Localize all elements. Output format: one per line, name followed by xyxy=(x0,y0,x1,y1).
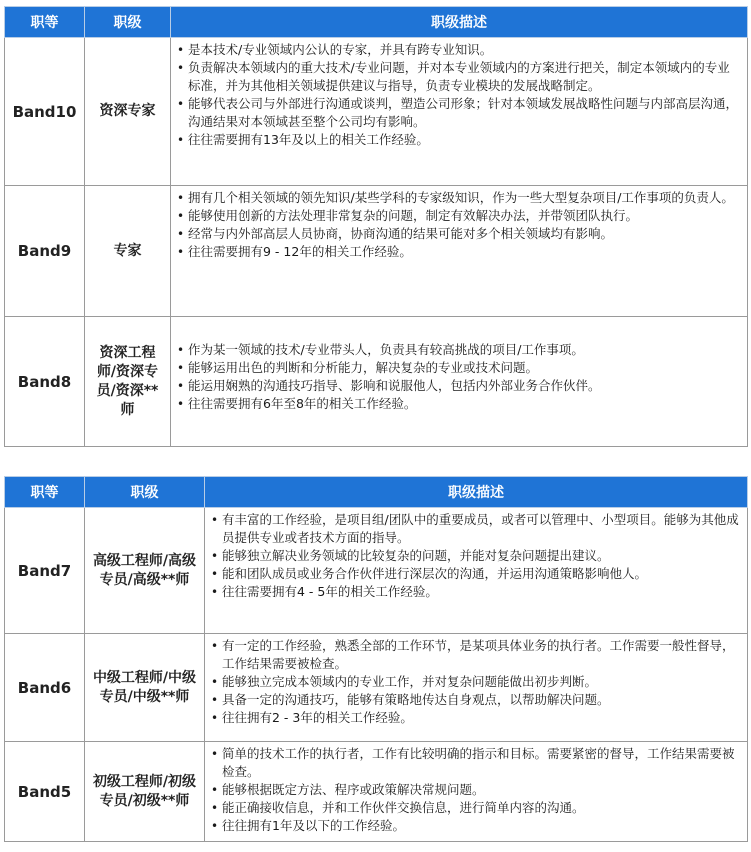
level-title: 专家 xyxy=(85,186,171,317)
header-level: 职级 xyxy=(85,477,205,508)
band-label: Band5 xyxy=(5,742,85,842)
header-description: 职级描述 xyxy=(205,477,748,508)
level-description xyxy=(171,186,748,317)
level-title: 高级工程师/高级专员/高级**师 xyxy=(85,508,205,634)
description-item: • 往往需要拥有9 - 12年的相关工作经验。 xyxy=(177,243,739,261)
description-item: • 能够运用出色的判断和分析能力，解决复杂的专业或技术问题。 xyxy=(177,359,739,377)
description-item: • 作为某一领域的技术/专业带头人，负责具有较高挑战的项目/工作事项。 xyxy=(177,341,739,359)
description-item: • 拥有几个相关领域的领先知识/某些学科的专家级知识，作为一些大型复杂项目/工作事项的负责人。 xyxy=(177,189,739,207)
table-header-row xyxy=(5,7,748,38)
header-level: 职级 xyxy=(85,7,171,38)
band-label: Band10 xyxy=(5,38,85,186)
table-row-band8 xyxy=(5,317,748,447)
header-description: 职级描述 xyxy=(171,7,748,38)
description-item: • 能运用娴熟的沟通技巧指导、影响和说服他人，包括内外部业务合作伙伴。 xyxy=(177,377,739,395)
band-label: Band9 xyxy=(5,186,85,317)
description-item: • 往往需要拥有13年及以上的相关工作经验。 xyxy=(177,131,739,149)
description-item: • 能正确接收信息，并和工作伙伴交换信息，进行简单内容的沟通。 xyxy=(211,799,739,817)
description-item: • 有一定的工作经验，熟悉全部的工作环节，是某项具体业务的执行者。工作需要一般性督导，工作结果需要被检查。 xyxy=(211,637,739,673)
job-grade-table-senior xyxy=(4,6,748,447)
level-title: 初级工程师/初级专员/初级**师 xyxy=(85,742,205,842)
description-item: • 往往拥有2 - 3年的相关工作经验。 xyxy=(211,709,739,727)
level-description xyxy=(171,317,748,447)
description-item: • 是本技术/专业领域内公认的专家，并具有跨专业知识。 xyxy=(177,41,739,59)
description-item: • 能够独立解决业务领域的比较复杂的问题，并能对复杂问题提出建议。 xyxy=(211,547,739,565)
level-title: 中级工程师/中级专员/中级**师 xyxy=(85,634,205,742)
description-item: • 能够根据既定方法、程序或政策解决常规问题。 xyxy=(211,781,739,799)
description-item: • 能够使用创新的方法处理非常复杂的问题，制定有效解决办法，并带领团队执行。 xyxy=(177,207,739,225)
band-label: Band8 xyxy=(5,317,85,447)
description-item: • 简单的技术工作的执行者，工作有比较明确的指示和目标。需要紧密的督导，工作结果需要被检查。 xyxy=(211,745,739,781)
header-grade: 职等 xyxy=(5,477,85,508)
description-item: • 经常与内外部高层人员协商，协商沟通的结果可能对多个相关领域均有影响。 xyxy=(177,225,739,243)
table-header-row xyxy=(5,477,748,508)
table-row-band6 xyxy=(5,634,748,742)
band-label: Band7 xyxy=(5,508,85,634)
level-description xyxy=(205,634,748,742)
table-row-band10 xyxy=(5,38,748,186)
description-item: • 具备一定的沟通技巧，能够有策略地传达自身观点，以帮助解决问题。 xyxy=(211,691,739,709)
level-description xyxy=(171,38,748,186)
table-row-band7 xyxy=(5,508,748,634)
level-title: 资深专家 xyxy=(85,38,171,186)
band-label: Band6 xyxy=(5,634,85,742)
description-item: • 能和团队成员或业务合作伙伴进行深层次的沟通，并运用沟通策略影响他人。 xyxy=(211,565,739,583)
level-description xyxy=(205,508,748,634)
table-row-band9 xyxy=(5,186,748,317)
description-item: • 往往需要拥有4 - 5年的相关工作经验。 xyxy=(211,583,739,601)
description-item: • 有丰富的工作经验，是项目组/团队中的重要成员，或者可以管理中、小型项目。能够为其他成员提供专业或者技术方面的指导。 xyxy=(211,511,739,547)
description-item: • 能够代表公司与外部进行沟通或谈判，塑造公司形象；针对本领域发展战略性问题与内部高层沟通，沟通结果对本领域甚至整个公司均有影响。 xyxy=(177,95,739,131)
job-grade-table-junior xyxy=(4,476,748,842)
description-item: • 往往拥有1年及以下的工作经验。 xyxy=(211,817,739,835)
description-item: • 负责解决本领域内的重大技术/专业问题，并对本专业领域内的方案进行把关，制定本领域内的专业标准，并为其他相关领域提供建议与指导，负责专业模块的发展战略制定。 xyxy=(177,59,739,95)
level-title: 资深工程师/资深专员/资深**师 xyxy=(85,317,171,447)
header-grade: 职等 xyxy=(5,7,85,38)
table-row-band5 xyxy=(5,742,748,842)
description-item: • 能够独立完成本领域内的专业工作，并对复杂问题能做出初步判断。 xyxy=(211,673,739,691)
description-item: • 往往需要拥有6年至8年的相关工作经验。 xyxy=(177,395,739,413)
level-description xyxy=(205,742,748,842)
